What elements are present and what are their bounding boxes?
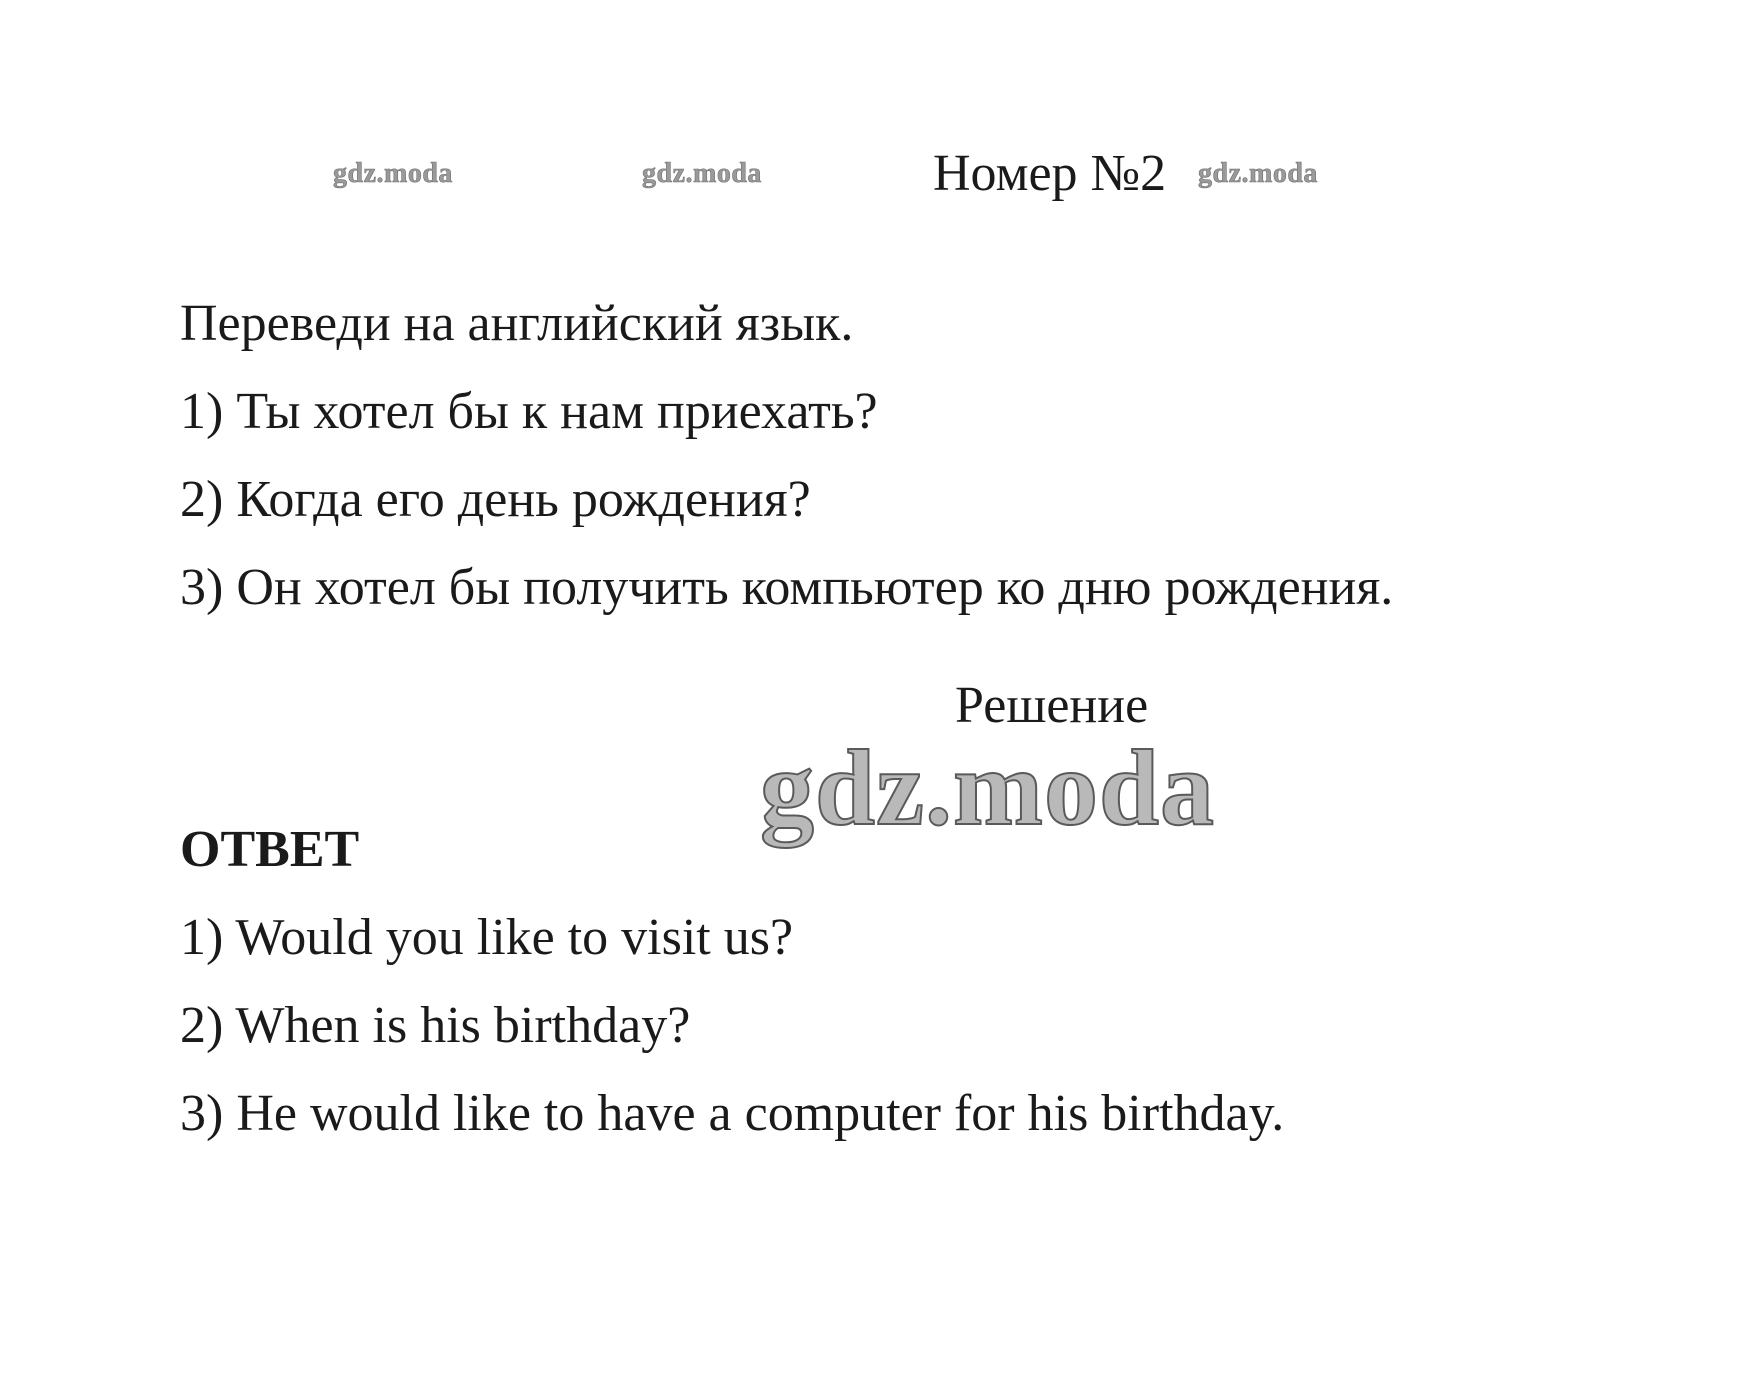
task-instruction: Переведи на английский язык. — [180, 295, 854, 352]
watermark-small: gdz.moda — [642, 158, 762, 189]
answer-section — [180, 806, 1700, 1158]
task-item: 1) Ты хотел бы к нам приехать? — [180, 383, 878, 440]
task-item: 3) Он хотел бы получить компьютер ко дню рождения. — [180, 559, 1394, 616]
answer-heading: ОТВЕТ — [180, 821, 360, 878]
task-item: 2) Когда его день рождения? — [180, 471, 811, 528]
watermark-small: gdz.moda — [1198, 158, 1318, 189]
task-section — [180, 280, 1700, 632]
watermark-large: gdz.moda — [760, 729, 1216, 848]
answer-item: 2) When is his birthday? — [180, 997, 691, 1054]
solution-label: Решение — [955, 677, 1149, 734]
answer-item: 1) Would you like to visit us? — [180, 909, 794, 966]
watermark-small: gdz.moda — [333, 158, 453, 189]
answer-item: 3) He would like to have a computer for his birthday. — [180, 1085, 1285, 1142]
page-title: Номер №2 — [933, 145, 1167, 202]
